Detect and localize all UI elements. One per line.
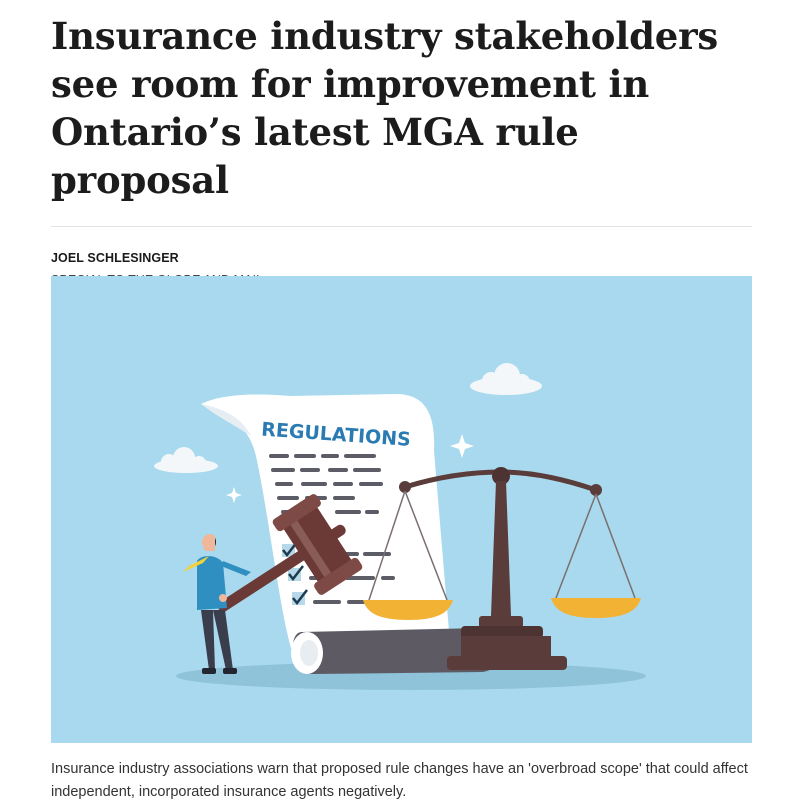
headline: Insurance industry stakeholders see room for improvement in Ontario’s latest MGA rule proposal xyxy=(51,14,719,202)
headline-divider xyxy=(51,226,752,227)
check-icon xyxy=(292,590,307,605)
image-caption: Insurance industry associations warn that proposed rule changes have an 'overbroad scope' that could affect independent, incorporated insurance agents negatively. xyxy=(51,761,748,800)
article-header xyxy=(51,0,752,313)
document-heading: REGULATIONS xyxy=(260,418,412,451)
author-name[interactable]: JOEL SCHLESINGER xyxy=(51,251,179,265)
article-image[interactable] xyxy=(51,276,752,743)
regulations-illustration xyxy=(51,276,752,743)
